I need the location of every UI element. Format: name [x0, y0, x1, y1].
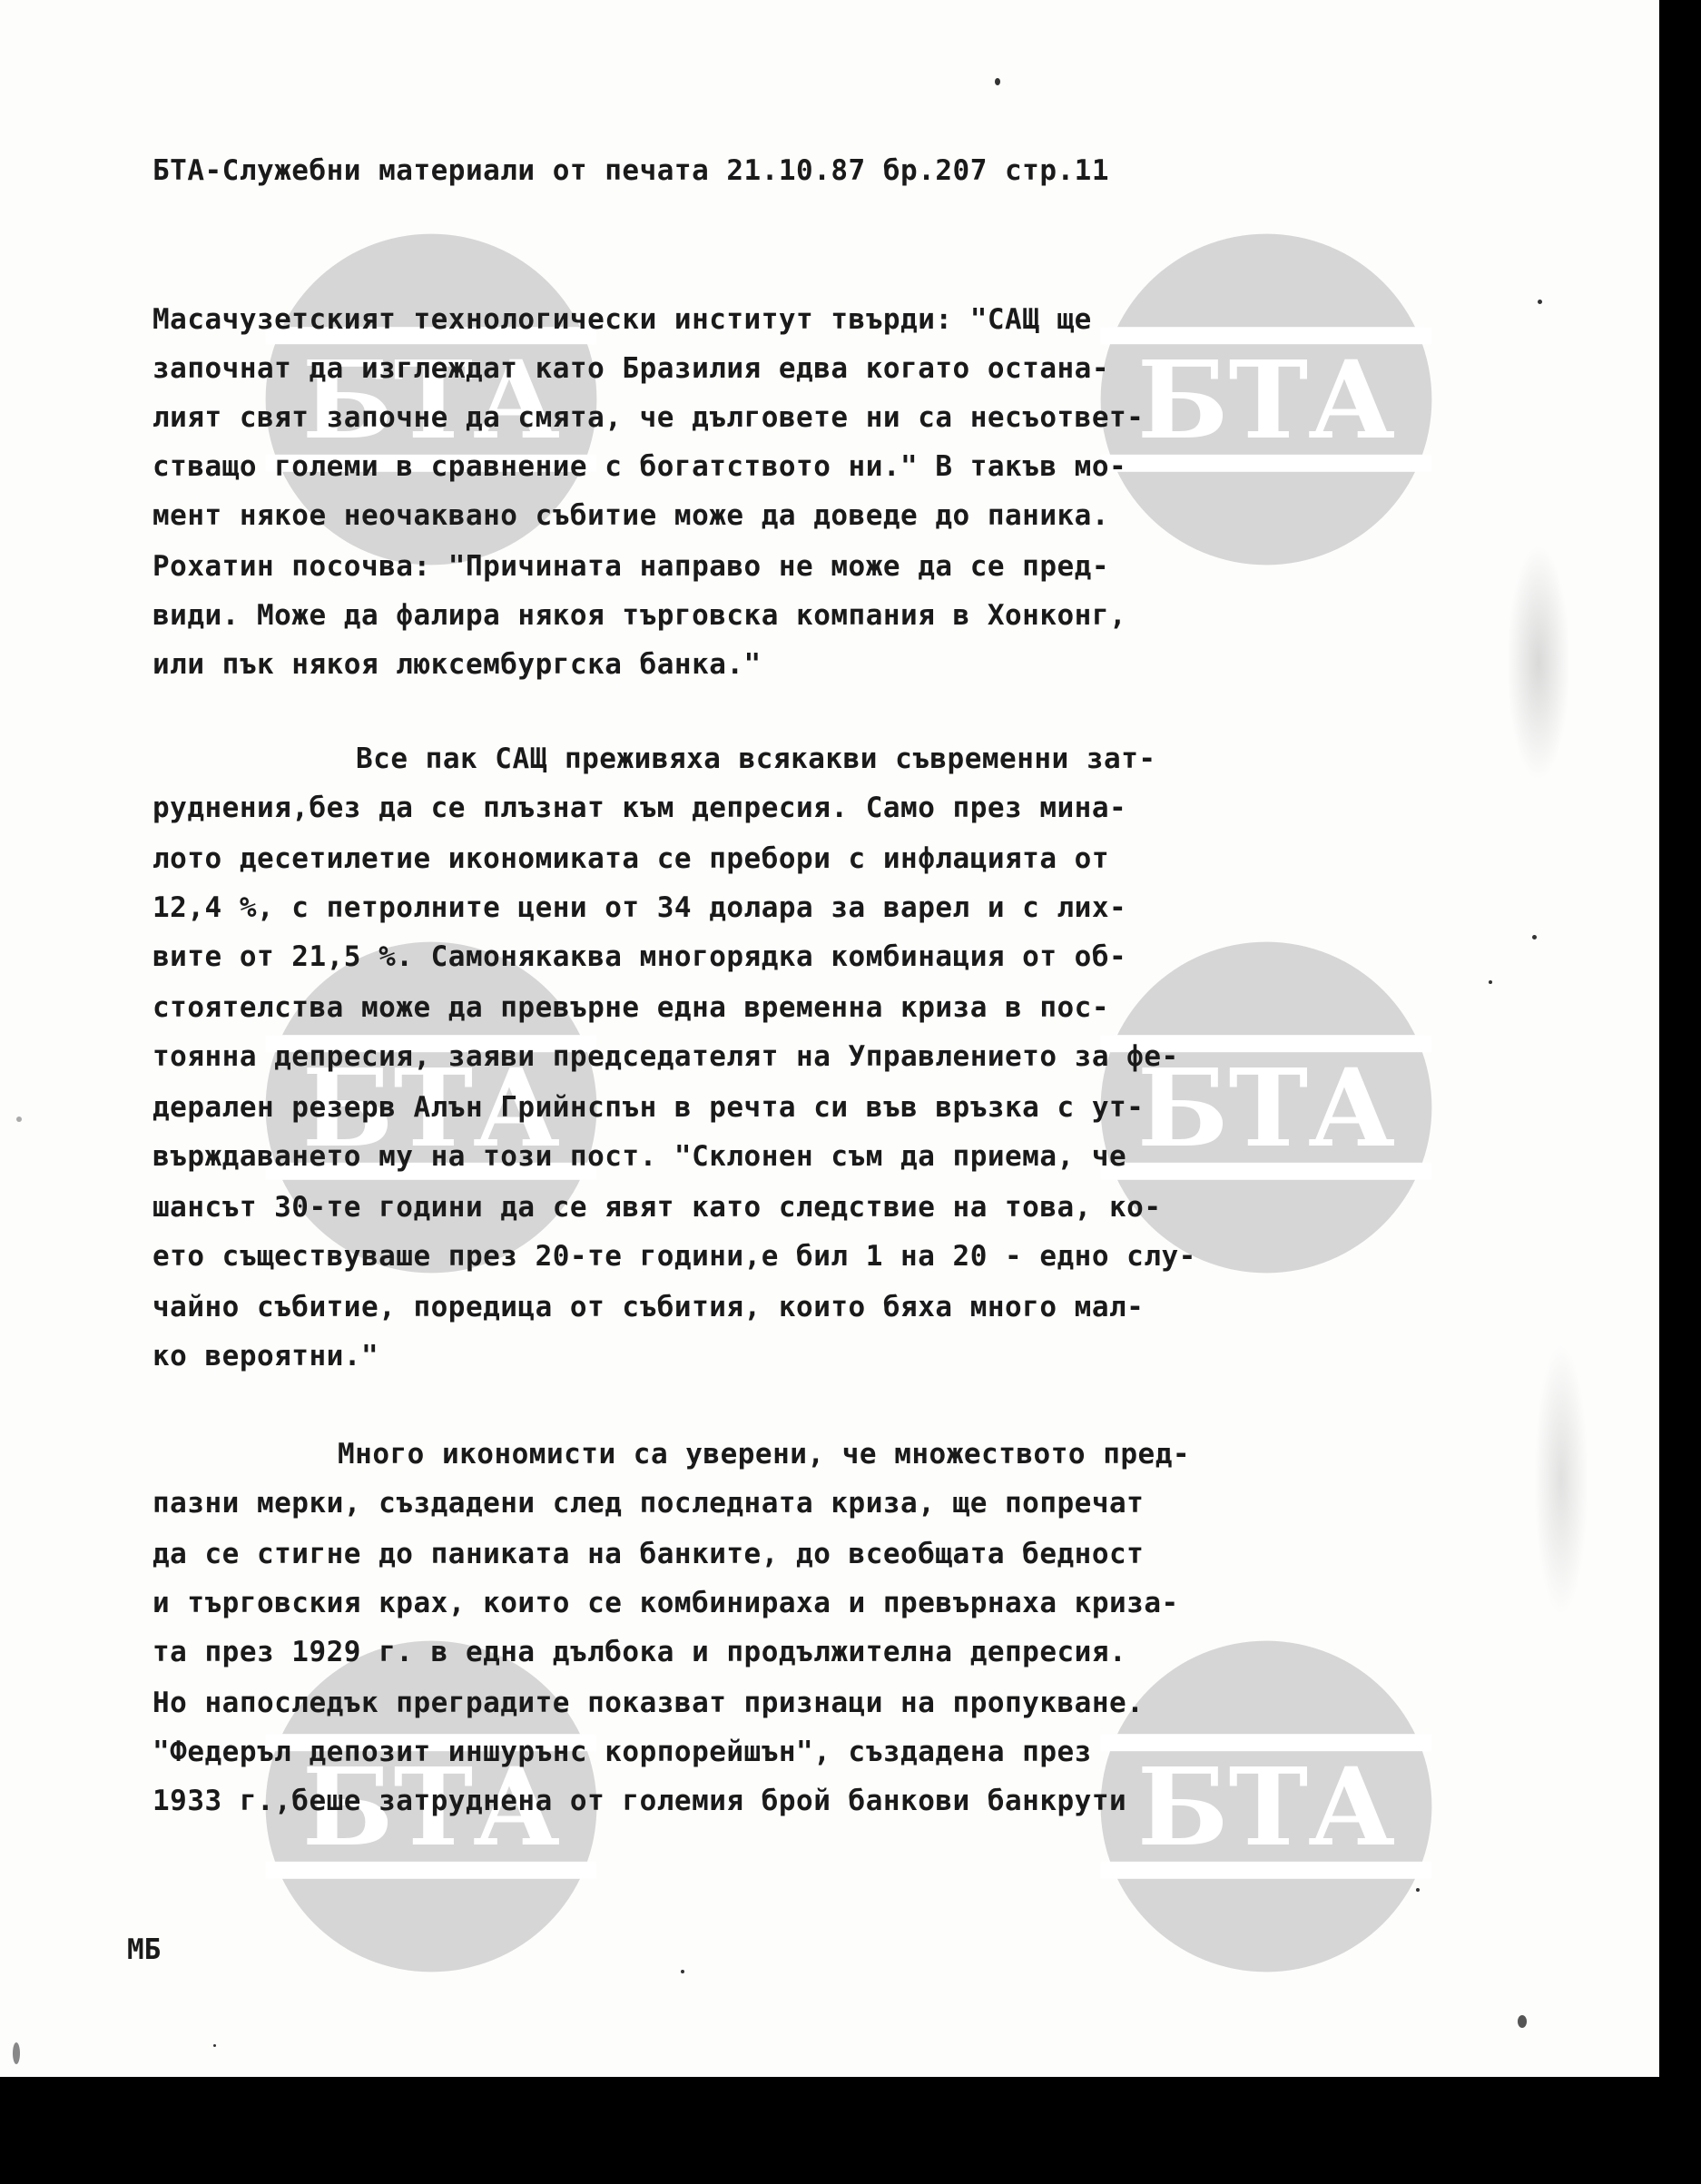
bta-watermark-text: БТА	[301, 1743, 561, 1870]
body-line: Рохатин посочва: "Причината направо не може да се пред-	[152, 550, 1109, 583]
body-line: стващо големи в сравнение с богатството ни." В такъв мо-	[152, 450, 1127, 483]
body-line: чайно събитие, поредица от събития, които бяха много мал-	[152, 1291, 1145, 1323]
body-line: мент някое неочаквано събитие може да доведе до паника.	[152, 499, 1109, 532]
body-line: та през 1929 г. в една дълбока и продължителна депресия.	[152, 1636, 1127, 1668]
body-line: и търговския крах, които се комбинираха и превърнаха криза-	[152, 1587, 1179, 1619]
body-line: 1933 г.,беше затруднена от големия брой банкови банкрути	[152, 1785, 1127, 1817]
body-line: пазни мерки, създадени след последната криза, ще попречат	[152, 1487, 1145, 1520]
bta-watermark-text: БТА	[301, 336, 561, 463]
body-line: Много икономисти са уверени, че множеството пред-	[338, 1438, 1191, 1471]
body-line: тоянна депресия, заяви председателят на Управлението за фе-	[152, 1040, 1179, 1073]
body-line: започнат да изглеждат като Бразилия едва когато остана-	[152, 352, 1109, 385]
body-line: Все пак САЩ преживяха всякакви съвременни зат-	[356, 743, 1156, 775]
scan-border-bottom	[0, 2077, 1701, 2184]
body-line: да се стигне до паниката на банките, до всеобщата бедност	[152, 1538, 1145, 1570]
body-line: или пък някоя люксембургска банка."	[152, 648, 762, 681]
body-line: руднения,без да се плъзнат към депресия. Само през мина-	[152, 792, 1127, 824]
body-line: види. Може да фалира някоя търговска компания в Хонконг,	[152, 599, 1127, 632]
bta-watermark-text: БТА	[1136, 1044, 1396, 1171]
bta-watermark-text: БТА	[1136, 336, 1396, 463]
body-line: дерален резерв Алън Грийнспън в речта си във връзка с ут-	[152, 1091, 1145, 1124]
body-line: лото десетилетие икономиката се пребори с инфлацията от	[152, 842, 1109, 875]
bta-watermark-text: БТА	[1136, 1743, 1396, 1870]
document-header: БТА-Служебни материали от печата 21.10.87 бр.207 стр.11	[152, 154, 1109, 187]
body-line: Масачузетският технологически институт твърди: "САЩ ще	[152, 303, 1092, 336]
bta-watermark-text: БТА	[301, 1044, 561, 1171]
body-line: ето съществуваше през 20-те години,е бил 1 на 20 - едно слу-	[152, 1240, 1196, 1273]
scan-border-right	[1659, 0, 1701, 2077]
author-initials: МБ	[127, 1933, 162, 1966]
body-line: 12,4 %, с петролните цени от 34 долара за варел и с лих-	[152, 891, 1127, 924]
body-line: ко вероятни."	[152, 1340, 379, 1372]
body-line: "Федеръл депозит иншурънс корпорейшън", създадена през	[152, 1736, 1092, 1768]
body-line: шансът 30-те години да се явят като следствие на това, ко-	[152, 1191, 1162, 1224]
body-line: вите от 21,5 %. Самонякаква многорядка комбинация от об-	[152, 940, 1127, 973]
body-line: Но напоследък преградите показват признаци на пропукване.	[152, 1687, 1145, 1719]
body-line: стоятелства може да превърне една временна криза в пос-	[152, 991, 1109, 1024]
body-line: върждаването му на този пост. "Склонен съм да приема, че	[152, 1140, 1127, 1173]
body-line: лият свят започне да смята, че дълговете ни са несъответ-	[152, 401, 1145, 434]
